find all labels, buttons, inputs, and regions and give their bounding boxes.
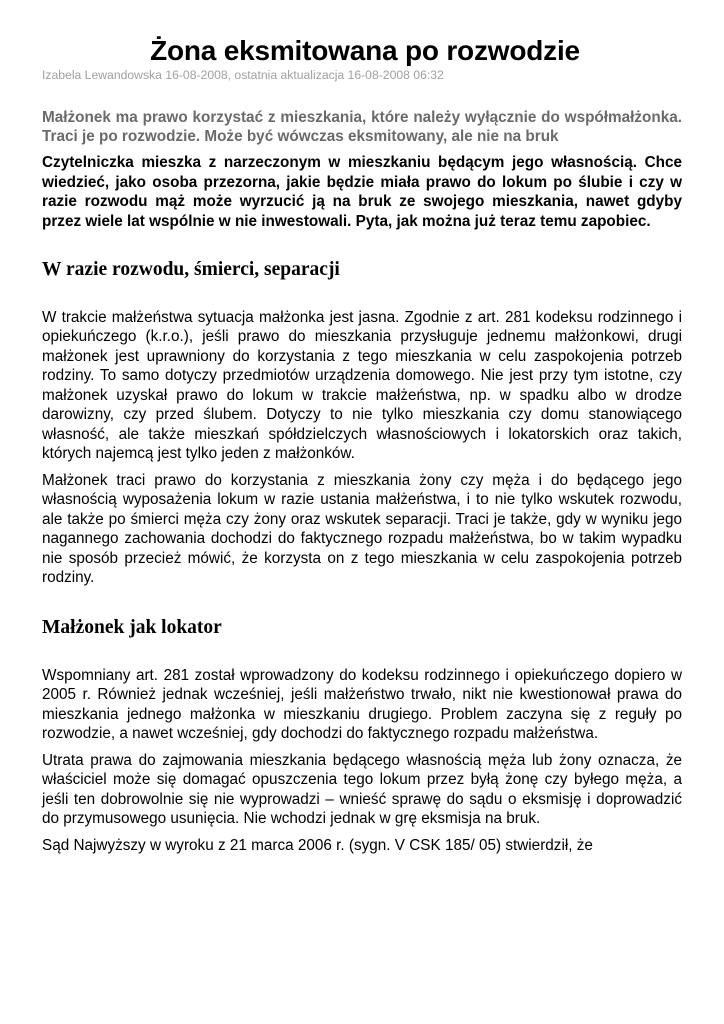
article-page bbox=[42, 34, 682, 855]
section-2-paragraph-1: Wspomniany art. 281 został wprowadzony do kodeksu rodzinnego i opiekuńczego dopiero w 2005 r. Również jednak wcześniej, jeśli małżeństwo trwało, nikt nie kwestionował prawa do mieszkania jednego małżonka w mieszkaniu drugiego. Problem zaczyna się z reguły po rozwodzie, a nawet wcześniej, gdy dochodzi do faktycznego rozpadu małżeństwa. bbox=[42, 666, 682, 743]
section-2-paragraph-3: Sąd Najwyższy w wyroku z 21 marca 2006 r. (sygn. V CSK 185/ 05) stwierdził, że bbox=[42, 836, 593, 854]
article-byline: Izabela Lewandowska 16-08-2008, ostatnia aktualizacja 16-08-2008 06:32 bbox=[42, 68, 444, 82]
section-heading-divorce: W razie rozwodu, śmierci, separacji bbox=[42, 258, 340, 280]
section-heading-tenant: Małżonek jak lokator bbox=[42, 616, 222, 638]
section-2-paragraph-2: Utrata prawa do zajmowania mieszkania będącego własnością męża lub żony oznacza, że właściciel może się domagać opuszczenia tego lokum przez byłą żonę czy byłego męża, a jeśli ten dobrowolnie się nie wyprowadzi – wnieść sprawę do sądu o eksmisję i doprowadzić do przymusowego usunięcia. Nie wchodzi jednak w grę eksmisja na bruk. bbox=[42, 751, 682, 828]
section-1-paragraph-1: W trakcie małżeństwa sytuacja małżonka jest jasna. Zgodnie z art. 281 kodeksu rodzinnego i opiekuńczego (k.r.o.), jeśli prawo do mieszkania przysługuje jednemu małżonkowi, drugi małżonek jest uprawniony do korzystania z tego mieszkania w celu zaspokojenia potrzeb rodziny. To samo dotyczy przedmiotów urządzenia domowego. Nie jest przy tym istotne, czy małżonek uzyskał prawo do lokum w trakcie małżeństwa, np. w spadku albo w drodze darowizny, czy przed ślubem. Dotyczy to nie tylko mieszkania czy domu stanowiącego własność, ale także mieszkań spółdzielczych własnościowych i lokatorskich oraz takich, których najemcą jest tylko jeden z małżonków. bbox=[42, 308, 682, 463]
section-1-paragraph-2: Małżonek traci prawo do korzystania z mieszkania żony czy męża i do będącego jego własnością wyposażenia lokum w razie ustania małżeństwa, i to nie tylko wskutek rozwodu, ale także po śmierci męża czy żony oraz wskutek separacji. Traci je także, gdy w wyniku jego nagannego zachowania dochodzi do faktycznego rozpadu małżeństwa, bo w takim wypadku nie sposób przecież mówić, że korzysta on z tego mieszkania w celu zaspokojenia potrzeb rodziny. bbox=[42, 471, 682, 587]
article-title: Żona eksmitowana po rozwodzie bbox=[150, 35, 580, 66]
article-lead: Małżonek ma prawo korzystać z mieszkania, które należy wyłącznie do współmałżonka. Traci je po rozwodzie. Może być wówczas eksmitowany, ale nie na bruk bbox=[42, 109, 682, 145]
reader-question: Czytelniczka mieszka z narzeczonym w mieszkaniu będącym jego własnością. Chce wiedzieć, jako osoba przezorna, jakie będzie miała prawo do lokum po ślubie i czy w razie rozwodu mąż może wyrzucić ją na bruk ze swojego mieszkania, nawet gdyby przez wiele lat wspólnie w nie inwestowali. Pyta, jak można już teraz temu zapobiec. bbox=[42, 154, 682, 231]
